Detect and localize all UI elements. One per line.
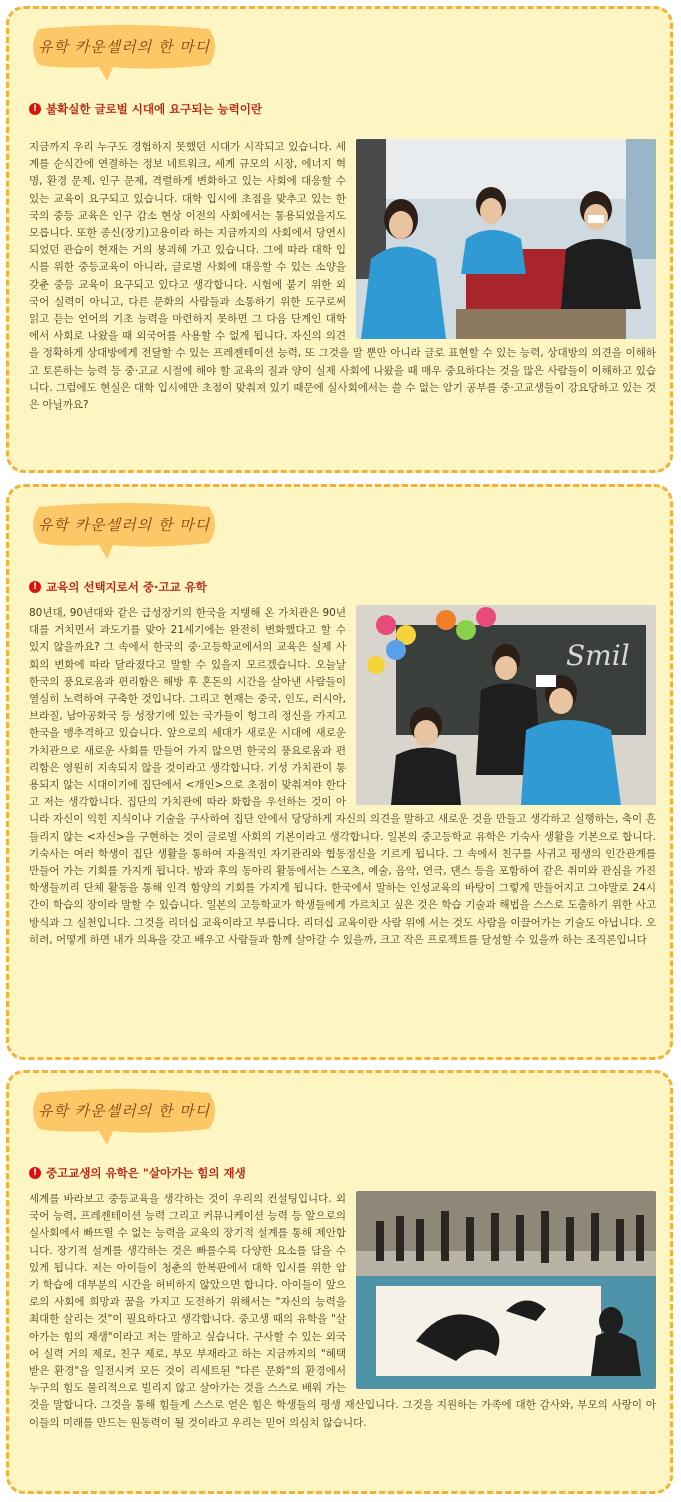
- counselor-badge-text: 유학 카운셀러의 한 마디: [37, 38, 211, 56]
- section-body: [29, 1191, 656, 1432]
- counselor-card-3: [6, 1070, 673, 1494]
- section-heading: [29, 579, 207, 595]
- section-body-text: 지금까지 우리 누구도 경험하지 못했던 시대가 시작되고 있습니다. 세계를 순식간에 연결하는 정보 네트워크, 세계 규모의 시장, 에너지 혁명, 환경 문제, 인구 문제, 격렬하게 변화하고 있는 사회에 대응할 수 있는 교육이 요구되고 있습니다. 대학 입시에 초점을 맞추고 있는 한국의 중등 교육은 인구 감소 현상 이전의 사회에서는 통용되었을지도 모릅니다. 또한 종신(장기)고용이라 하는 지금까지의 사회에서 당연시되었던 관습이 현재는 거의 붕괴해 가고 있습니다. 그에 따라 대학 입시를 위한 중등교육이 아니라, 글로벌 사회에 대응할 수 있는 소양을 갖춘 중등 교육이 요구되고 있다고 생각합니다. 시험에 붙기 위한 외국어 실력이 아니고, 다른 문화의 사람들과 소통하기 위한 도구로써 읽고 듣는 언어의 기초 능력을 마련하지 못하면 그 다음 단계인 대학에서 사회로 나왔을 때 외국어를 사용할 수 없게 됩니다. 자신의 의견을 정확하게 상대방에게 전달할 수 있는 프레젠테이션 능력, 또 그것을 말 뿐만 아니라 글로 표현할 수 있는 능력, 상대방의 의견을 이해하고 토론하는 능력 등 중·고교 시절에 해야 할 교육의 질과 양이 실제 사회에 나왔을 때 매우 중요하다는 것을 많은 사람들이 이해하고 있습니다. 그럼에도 현실은 대학 입시에만 초점이 맞춰져 있기 때문에 실사회에서는 쓸 수 없는 암기 공부를 중·고교생들이 강요당하고 있는 것은 아닐까요?: [29, 141, 656, 412]
- svg-text:Smil: Smil: [566, 639, 630, 672]
- students-photo: [356, 139, 656, 339]
- section-body: [29, 139, 656, 414]
- counselor-badge-text: 유학 카운셀러의 한 마디: [37, 516, 211, 534]
- section-heading-text: 불확실한 글로벌 시대에 요구되는 능력이란: [46, 102, 262, 116]
- counselor-badge-text: 유학 카운셀러의 한 마디: [37, 1102, 211, 1120]
- students-photo: [356, 605, 656, 805]
- section-body-text: 80년대, 90년대와 같은 급성장기의 한국을 지탱해 온 가치관은 90년대를 거치면서 과도기를 맞아 21세기에는 완전히 변화했다고 할 수 있지 않을까요? 그 속에서 한국의 중·고등학교에서의 교육은 실제 사회의 변화에 따라 달라졌다고 말할 수 있을지 모르겠습니다. 오늘날 한국의 풍요로움과 편리함은 해방 후 혼돈의 시간을 살아낸 사람들이 열심히 노력하여 구축한 것입니다. 그리고 현재는 중국, 인도, 러시아, 브라질, 남아공화국 등 성장기에 있는 국가들이 헝그리 정신을 가지고 한국을 맹추격하고 있습니다. 앞으로의 세대가 새로운 시대에 새로운 가치관으로 새로운 사회를 만들어 가지 않으면 한국의 풍요로움과 편리함은 영원히 지속되지 않을 것이라고 생각합니다. 기성 가치관이 통용되지 않는 시대이기에 집단에서 <개인>으로 초점이 맞춰져야 한다고 저는 생각합니다. 집단의 가치관에 따라 화합을 우선하는 것이 아니라 자신이 익힌 지식이나 기술을 구사하여 집단 안에서 당당하게 자신의 의견을 말하고 새로운 것을 만들고 생각하고 실행하는, 축이 흔들리지 않는 <자신>을 구현하는 것이 글로벌 사회의 기본이라고 생각합니다. 일본의 중고등학교 유학은 기숙사 생활을 기본으로 합니다. 기숙사는 여러 학생이 집단 생활을 통하여 자율적인 자기관리와 협동정신을 기르게 됩니다. 그 속에서 친구를 사귀고 평생의 인간관계를 만들어 가는 기회를 가지게 됩니다. 방과 후의 동아리 활동에서는 스포츠, 예술, 음악, 연극, 댄스 등을 포함하여 같은 취미와 관심을 가진 학생들끼리 단체 활동을 통해 인격 함양의 기회를 가지게 됩니다. 한국에서 말하는 인성교육의 바탕이 그렇게 만들어지고 그야말로 24시간이 학습의 장이라 말할 수 있습니다. 일본의 고등학교가 학생들에게 가르치고 싶은 것은 학습 기술과 해법을 스스로 도출하기 위한 사고방식과 그 실천입니다. 그것을 리더십 교육이라고 부릅니다. 리더십 교육이란 사람 위에 서는 것도 사람을 이끌어가는 기술도 아닙니다. 오히려, 어떻게 하면 내가 의욕을 갖고 배우고 사람들과 함께 살아갈 수 있을까, 크고 작은 프로젝트를 달성할 수 있을까 하는 조직론입니다: [29, 607, 656, 946]
- counselor-card-1: [6, 6, 673, 473]
- counselor-speech-bubble: [29, 25, 219, 69]
- calligraphy-photo: [356, 1191, 656, 1389]
- section-heading: [29, 1165, 246, 1181]
- counselor-card-2: [6, 484, 673, 1060]
- alert-icon: !: [29, 581, 41, 593]
- section-body: [29, 605, 656, 949]
- section-heading-text: 교육의 선택지로서 중·고교 유학: [46, 580, 207, 594]
- counselor-speech-bubble: [29, 1089, 219, 1133]
- counselor-speech-bubble: [29, 503, 219, 547]
- alert-icon: !: [29, 103, 41, 115]
- section-body-text: 세계를 바라보고 중등교육을 생각하는 것이 우리의 컨설팅입니다. 외국어 능력, 프레젠테이션 능력 그리고 커뮤니케이션 능력 등 앞으로의 실사회에서 빠뜨릴 수 없는 능력을 교육의 장기적 설계를 통해 제안합니다. 장기적 설계를 생각하는 것은 빠를수록 다양한 요소를 담을 수 있게 됩니다. 저는 아이들이 청춘의 한복판에서 대학 입시를 위한 암기 학습에 대부분의 시간을 허비하지 않았으면 합니다. 아이들이 앞으로의 사회에 희망과 꿈을 가지고 도전하기 위해서는 "자신의 능력을 최대한 살리는 것"이 필요하다고 생각합니다. 중고생 때의 유학을 "살아가는 힘의 재생"이라고 저는 말하고 싶습니다. 구사할 수 있는 외국어 실력 거의 제로, 친구 제로, 부모 부재라고 하는 지금까지의 "혜택 받은 환경"을 일전시켜 모든 것이 리세트된 "다른 문화"의 환경에서 누구의 힘도 물리적으로 빌리지 않고 살아가는 것을 스스로 배워 가는 것을 말합니다. 그것을 통해 힘들게 스스로 얻은 힘은 학생들의 평생 재산입니다. 그것을 지원하는 가족에 대한 감사와, 부모의 사랑이 아이들의 미래를 만드는 원동력이 될 것이라고 우리는 믿어 의심치 않습니다.: [29, 1193, 656, 1429]
- alert-icon: !: [29, 1167, 41, 1179]
- section-heading-text: 중고교생의 유학은 "살아가는 힘의 재생: [46, 1166, 246, 1180]
- section-heading: [29, 101, 262, 117]
